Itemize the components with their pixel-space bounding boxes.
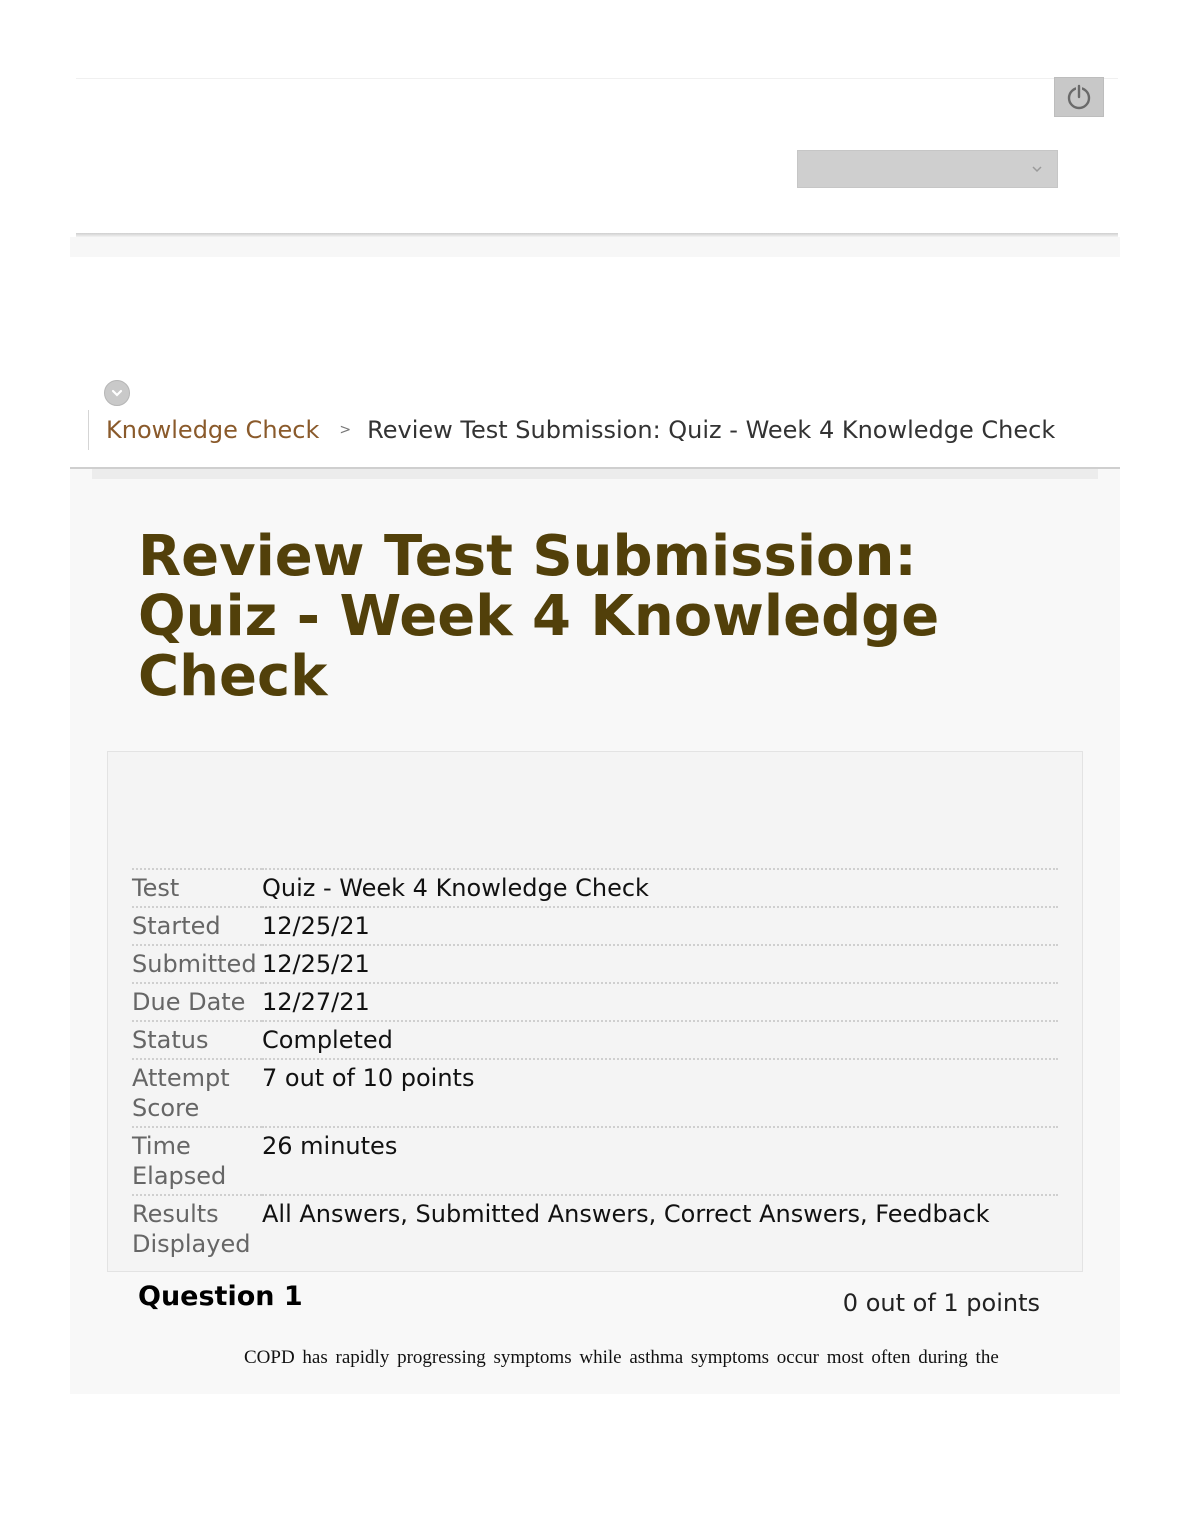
details-row (132, 907, 1058, 945)
details-value: 12/25/21 (262, 950, 370, 978)
details-value: Completed (262, 1026, 393, 1054)
details-row (132, 869, 1058, 907)
header-band (70, 237, 1120, 257)
details-value: 12/27/21 (262, 988, 370, 1016)
breadcrumb-link-knowledge-check[interactable]: Knowledge Check (106, 416, 320, 444)
content-panel (70, 469, 1120, 1394)
details-value: All Answers, Submitted Answers, Correct Answers, Feedback (262, 1200, 990, 1228)
details-value: Quiz - Week 4 Knowledge Check (262, 874, 649, 902)
details-label: Attempt Score (132, 1064, 230, 1122)
details-value: 7 out of 10 points (262, 1064, 475, 1092)
details-row (132, 1021, 1058, 1059)
breadcrumb-divider (88, 410, 89, 450)
content-topbar (92, 469, 1098, 479)
details-table (132, 868, 1058, 1262)
details-row (132, 1195, 1058, 1262)
question-points: 0 out of 1 points (842, 1289, 1040, 1317)
chevron-down-icon (110, 386, 124, 400)
details-label: Results Displayed (132, 1200, 251, 1258)
details-label: Started (132, 912, 221, 940)
question-title: Question 1 (138, 1281, 303, 1312)
chevron-down-icon (1031, 163, 1043, 175)
details-row (132, 1059, 1058, 1127)
power-icon (1065, 83, 1093, 111)
details-label: Test (132, 874, 180, 902)
page-title: Review Test Submission: Quiz - Week 4 Knowledge Check (138, 524, 940, 709)
details-label: Status (132, 1026, 209, 1054)
details-row (132, 1127, 1058, 1195)
details-row (132, 983, 1058, 1021)
details-label: Due Date (132, 988, 246, 1016)
details-label: Time Elapsed (132, 1132, 227, 1190)
details-row (132, 945, 1058, 983)
breadcrumb (106, 412, 1055, 448)
details-value: 26 minutes (262, 1132, 398, 1160)
details-label: Submitted (132, 950, 257, 978)
chevron-right-icon: > (339, 422, 352, 438)
question-text: COPD has rapidly progressing symptoms while asthma symptoms occur most often during the (244, 1347, 999, 1368)
breadcrumb-current: Review Test Submission: Quiz - Week 4 Knowledge Check (367, 416, 1056, 444)
submission-details (107, 751, 1083, 1272)
course-select-dropdown[interactable] (797, 150, 1058, 188)
logout-button[interactable] (1054, 77, 1104, 117)
details-value: 12/25/21 (262, 912, 370, 940)
menu-toggle-button[interactable] (104, 380, 130, 406)
